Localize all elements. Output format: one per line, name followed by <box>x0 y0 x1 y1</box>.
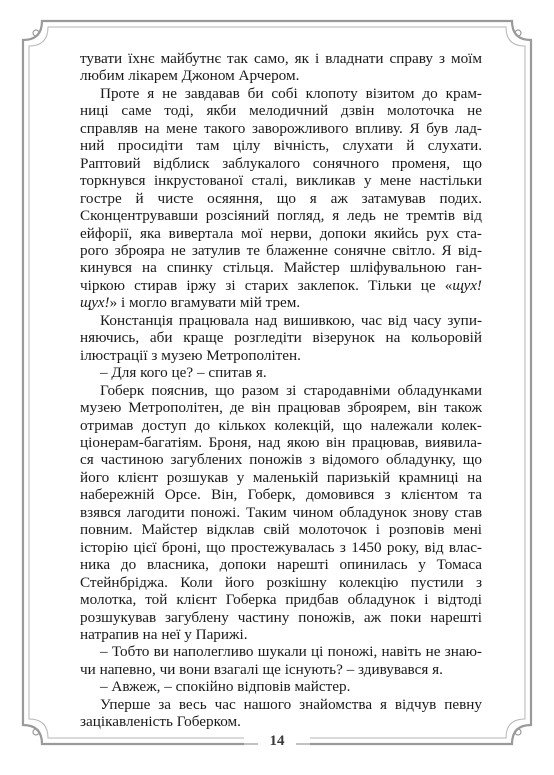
text-line: Гоберк пояснив, що разом зі стародавніми обладунками <box>100 381 482 399</box>
text-line: отримав доступ до кількох колекцій, що належали колек- <box>80 416 482 434</box>
text-line: ний просидіти там цілу вічність, слухати й слухати. <box>80 137 482 155</box>
text-line: справляв на мене такого заворожливого впливу. Я був лад- <box>80 119 482 137</box>
text-line: його клієнт розшукав у маленькій паризькій крамниці на <box>80 468 482 486</box>
text-line: ника до власника, допоки нарешті опинилась у Томаса <box>80 556 482 574</box>
text-line: кинувся на спинку стільця. Майстер шліфувальною ган- <box>80 259 482 277</box>
text-line: чіркою стирав іржу зі старих заклепок. Тільки це «щух! <box>80 276 482 294</box>
text-line: чи напевно, чи вони взагалі ще існують? – здивувався я. <box>80 660 443 678</box>
text-line: Сконцентрувавши розсіяний погляд, я ледь не тремтів від <box>80 207 482 225</box>
text-line: няючись, аби краще розгледіти візерунок на кольоровій <box>80 329 482 347</box>
text-line: набережній Орсе. Він, Гоберк, домовився з клієнтом та <box>80 486 482 504</box>
text-line: Констанція працювала над вишивкою, час від часу зупи- <box>100 311 482 329</box>
text-line: Раптовий відблиск заблукалого сонячного променя, що <box>80 154 482 172</box>
text-line: торкнувся інкрустованої сталі, викликав у мене настільки <box>80 172 482 190</box>
text-line: Уперше за весь час нашого знайомства я відчув певну <box>100 695 482 713</box>
text-line: зацікавленість Гоберком. <box>80 713 241 731</box>
text-line: щух!» і могло вгамувати мій трем. <box>80 294 301 312</box>
text-line: – Для кого це? – спитав я. <box>100 364 267 382</box>
text-line: ниці саме тоді, якби мелодичний дзвін молоточка не <box>80 102 482 120</box>
text-line: тувати їхнє майбутнє так само, як і владнати справу з моїм <box>80 50 482 67</box>
text-line: молотка, той клієнт Гоберка придбав обладунок і відтоді <box>80 591 482 609</box>
text-line: повним. Майстер відклав свій молоточок і розповів мені <box>80 521 482 539</box>
text-line: ся частиною загублених поножів з відомого обладунку, що <box>80 451 482 469</box>
text-line: – Тобто ви наполегливо шукали ці поножі, навіть не знаю- <box>100 643 482 661</box>
text-line: ціонерам-багатіям. Броня, над якою він працював, виявила- <box>80 433 482 451</box>
text-line: натрапив на неї у Парижі. <box>80 625 248 643</box>
body-text <box>80 50 482 731</box>
text-line: історію цієї броні, що простежувалась з 1450 року, від влас- <box>80 538 482 556</box>
text-line: ілюстрації з музею Метрополітен. <box>80 346 301 364</box>
text-line: Стейнбріджа. Коли його розкішну колекцію пустили з <box>80 573 482 591</box>
text-line: рого зброяра не затулив те блаженне сонячне світло. Я від- <box>80 241 482 259</box>
text-line: – Авжеж, – спокійно відповів майстер. <box>100 678 351 696</box>
text-line: Проте я не завдавав би собі клопоту візитом до крам- <box>100 84 482 102</box>
text-line: розшукував загублену частину поножів, аж поки нарешті <box>80 608 482 626</box>
text-line: любим лікарем Джоном Арчером. <box>80 67 300 85</box>
text-line: гостре й чисте осяяння, що я аж затамував подих. <box>80 189 482 207</box>
text-line: взявся лагодити поножі. Таким чином обладунок знову став <box>80 503 482 521</box>
text-line: музею Метрополітен, де він працював зброярем, він також <box>80 399 482 417</box>
page-number: 14 <box>269 733 285 749</box>
text-line: ейфорії, яка вивертала мої нерви, допоки якийсь рух ста- <box>80 224 482 242</box>
